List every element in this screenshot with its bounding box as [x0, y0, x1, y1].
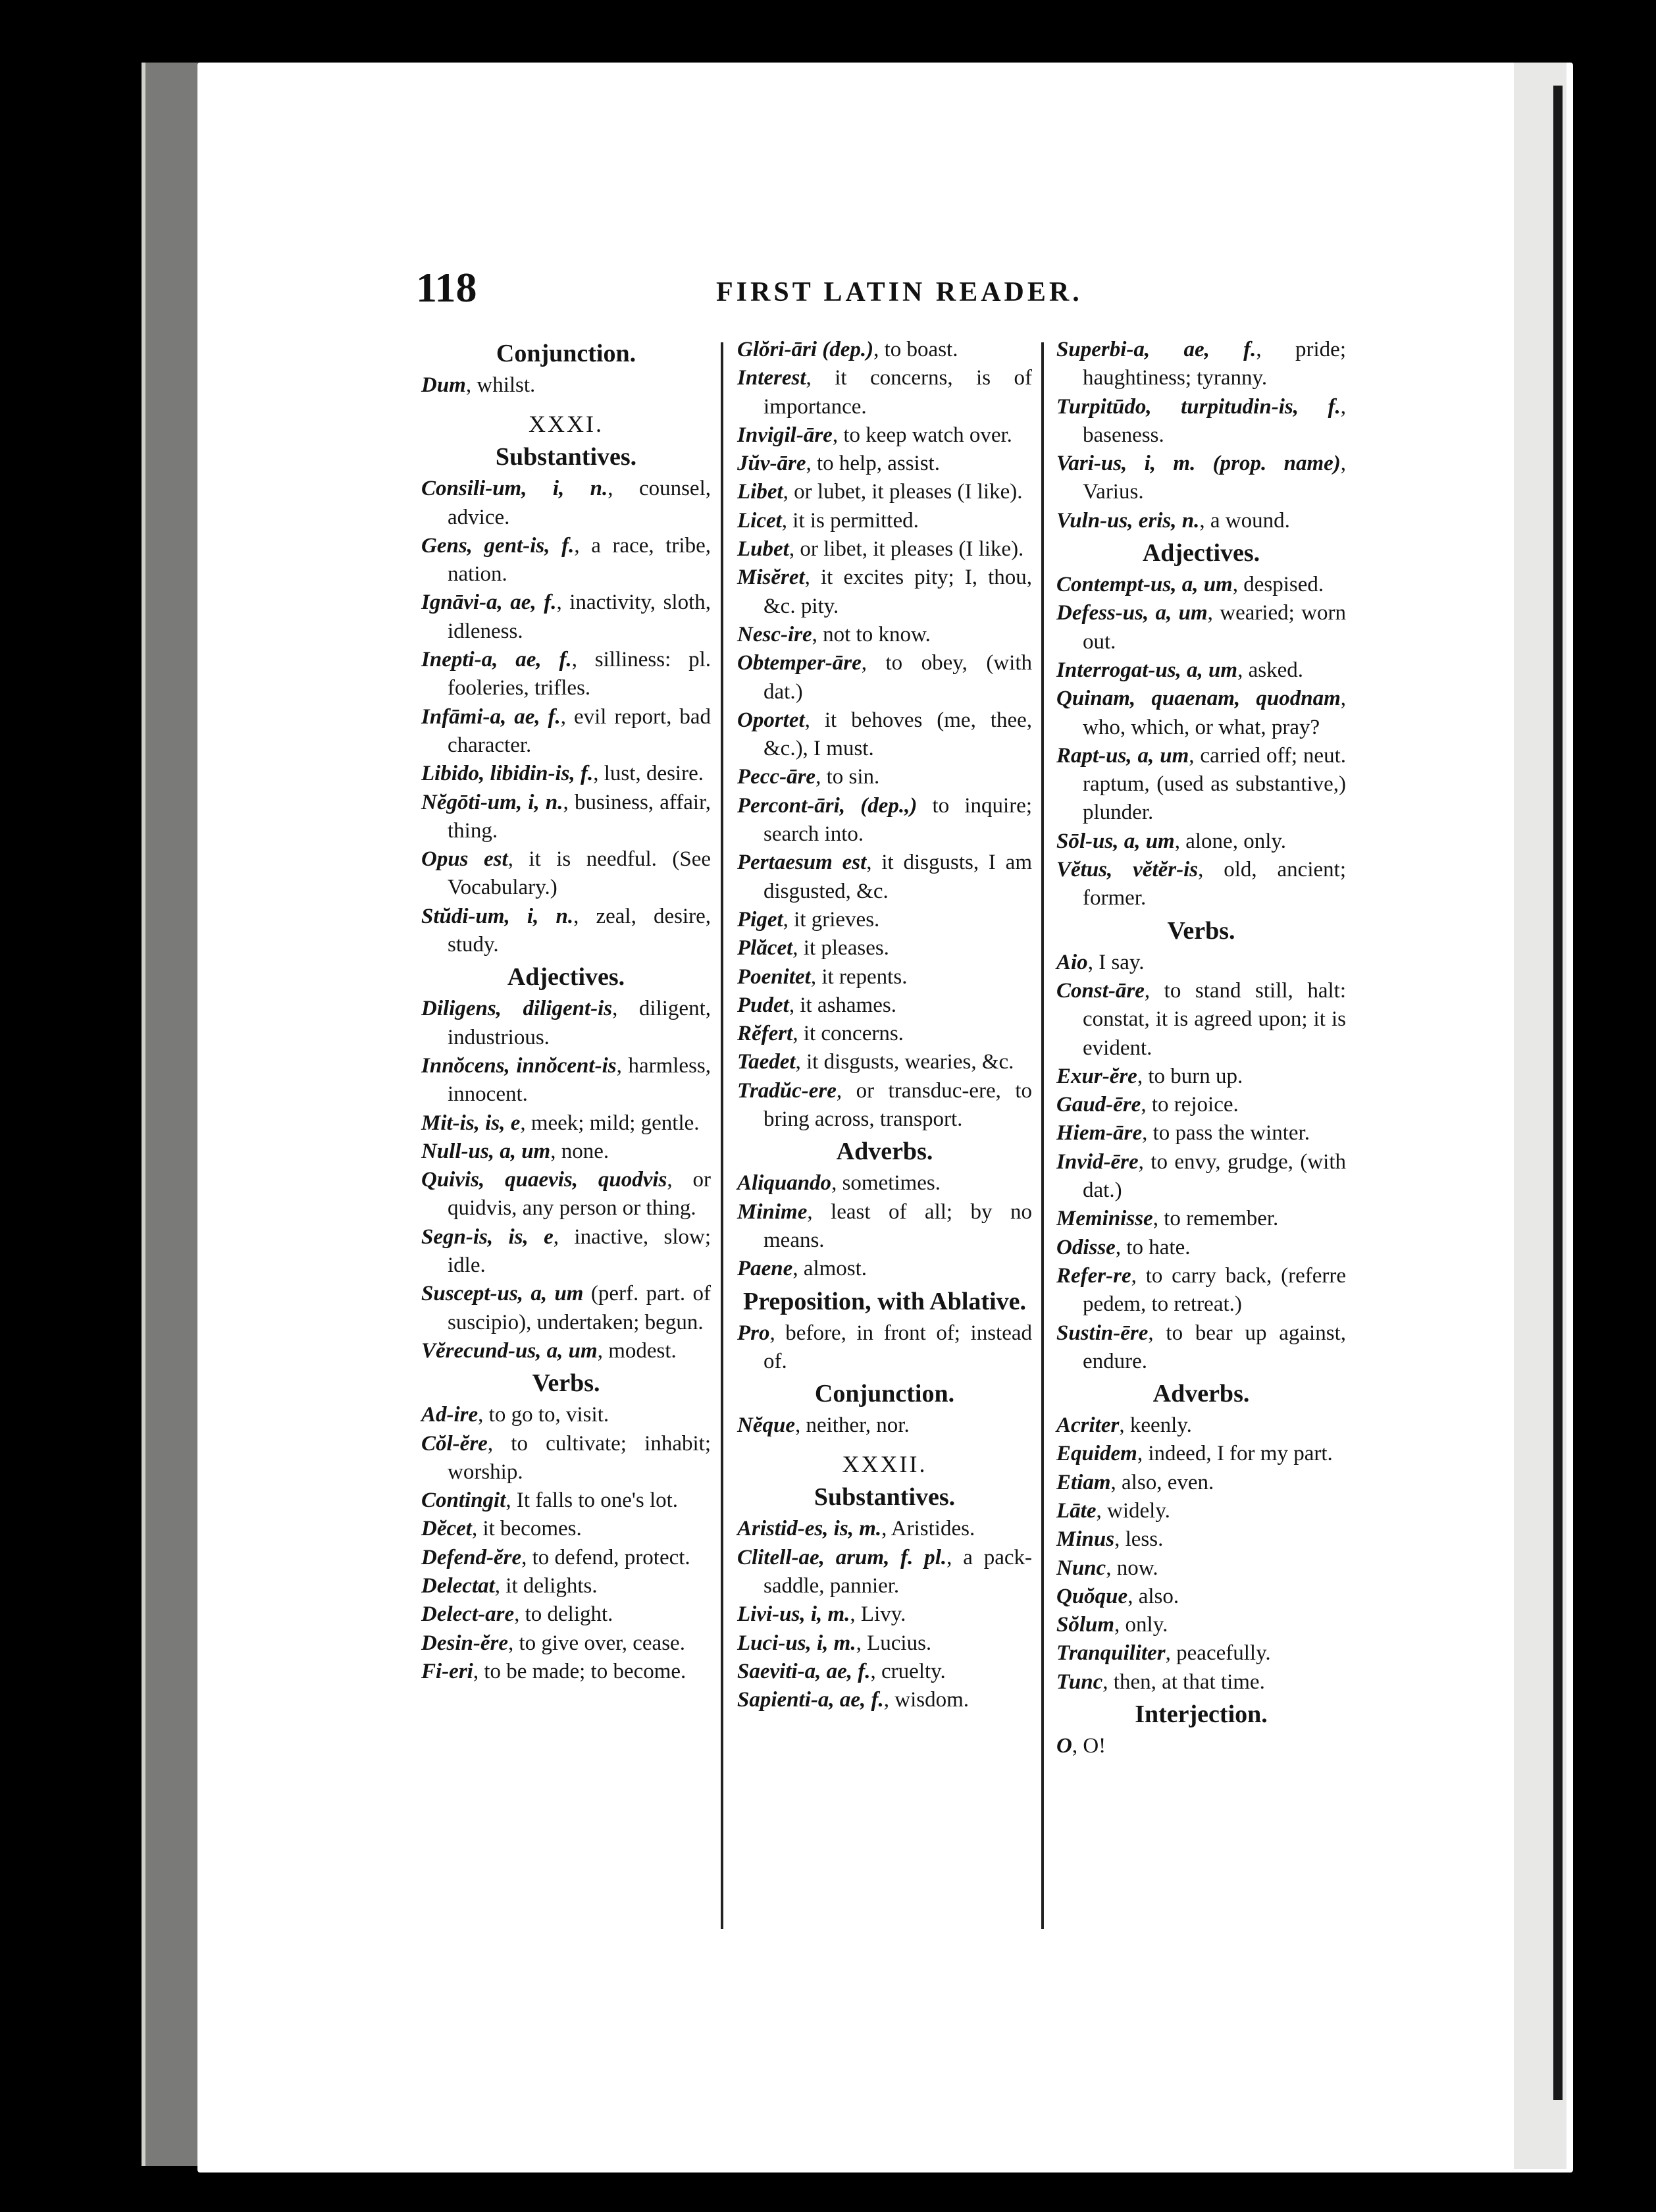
- vocab-lemma: Etiam: [1056, 1470, 1111, 1494]
- vocab-entry: [737, 1544, 1032, 1601]
- vocab-lemma: Tradŭc-ere: [737, 1078, 837, 1103]
- vocab-lemma: Contempt-us, a, um: [1056, 573, 1233, 597]
- vocab-gloss: , zeal, desire, study.: [448, 904, 712, 957]
- vocab-gloss: , it behoves (me, thee, &c.), I must.: [763, 708, 1032, 761]
- vocab-entry: [421, 995, 711, 1052]
- vocab-lemma: Opus est: [421, 847, 508, 872]
- vocab-gloss: , despised.: [1232, 573, 1324, 597]
- vocab-gloss: , or quidvis, any person or thing.: [448, 1168, 711, 1221]
- vocab-lemma: Rapt-us, a, um: [1056, 743, 1189, 768]
- vocab-lemma: Diligens, diligent-is: [421, 997, 613, 1021]
- section-heading: Substantives.: [495, 443, 637, 471]
- vocab-lemma: Ad-ire: [421, 1403, 479, 1427]
- vocab-entry: [1056, 1469, 1346, 1497]
- vocab-entry: [421, 845, 711, 903]
- vocab-gloss: , counsel, advice.: [448, 477, 711, 529]
- vocab-lemma: Nunc: [1056, 1556, 1106, 1580]
- vocab-gloss: , modest.: [597, 1338, 677, 1363]
- vocab-entry: [737, 706, 1032, 764]
- section-heading: Verbs.: [532, 1369, 600, 1398]
- column-divider-1: [721, 342, 723, 1929]
- vocab-entry: [737, 1629, 1032, 1658]
- vocab-entry: [737, 1658, 1032, 1686]
- vocab-entry: [421, 703, 711, 760]
- vocab-lemma: Glŏri-āri (dep.): [737, 338, 874, 361]
- vocab-lemma: Minus: [1056, 1527, 1115, 1552]
- vocab-gloss: , it delights.: [494, 1573, 598, 1598]
- vocab-lemma: Sapienti-a, ae, f.: [737, 1688, 884, 1712]
- vocab-entry: [737, 849, 1032, 906]
- vocab-entry: [1056, 1639, 1346, 1668]
- vocab-lemma: Aliquando: [737, 1171, 832, 1196]
- vocab-lemma: Lāte: [1056, 1498, 1097, 1523]
- vocab-entry: [737, 621, 1032, 649]
- vocab-gloss: , Livy.: [850, 1602, 906, 1627]
- section-heading: Interjection.: [1135, 1700, 1268, 1729]
- vocab-entry: [1056, 1234, 1346, 1262]
- vocab-gloss: , a pack-saddle, pannier.: [763, 1545, 1032, 1598]
- vocab-entry: [421, 1544, 711, 1572]
- vocab-lemma: Sŏlum: [1056, 1613, 1115, 1637]
- vocab-gloss: , peacefully.: [1165, 1641, 1271, 1666]
- vocab-lemma: Quinam, quaenam, quodnam: [1056, 687, 1341, 711]
- vocab-entry: [1056, 1411, 1346, 1440]
- vocab-gloss: , widely.: [1096, 1498, 1170, 1523]
- vocab-gloss: , only.: [1114, 1613, 1168, 1637]
- vocab-lemma: Obtemper-āre: [737, 651, 862, 675]
- vocab-gloss: , pride; haughtiness; tyranny.: [1083, 338, 1346, 390]
- vocab-gloss: , old, ancient; former.: [1083, 858, 1346, 910]
- vocab-lemma: Const-āre: [1056, 978, 1145, 1003]
- vocab-gloss: , inactive, slow; idle.: [448, 1224, 711, 1278]
- vocab-gloss: , cruelty.: [870, 1659, 946, 1683]
- vocab-gloss: , to carry back, (referre pedem, to retreat.): [1083, 1263, 1346, 1317]
- vocab-entry: [421, 1166, 711, 1223]
- lesson-number: XXXI.: [529, 411, 604, 438]
- vocab-gloss: , it excites pity; I, thou, &c. pity.: [763, 566, 1032, 618]
- vocab-lemma: Exur-ĕre: [1056, 1064, 1137, 1088]
- vocab-gloss: , I say.: [1087, 950, 1145, 974]
- vocab-entry: [737, 1048, 1032, 1076]
- vocab-entry: [1056, 1525, 1346, 1554]
- vocab-gloss: , a wound.: [1199, 508, 1290, 533]
- vocab-lemma: Invid-ēre: [1056, 1149, 1139, 1174]
- vocab-entry: [421, 646, 711, 703]
- vocab-entry: [1056, 949, 1346, 977]
- vocab-lemma: Delect-are: [421, 1602, 515, 1627]
- vocab-gloss: , to hate.: [1115, 1235, 1191, 1259]
- vocab-gloss: , to cultivate; inhabit; worship.: [448, 1431, 711, 1484]
- vocab-entry: [1056, 507, 1346, 535]
- vocab-lemma: Contingit: [421, 1488, 506, 1513]
- vocab-entry: [737, 763, 1032, 791]
- vocab-gloss: , to bear up against, endure.: [1083, 1321, 1346, 1373]
- vocab-gloss: , business, affair, thing.: [448, 790, 711, 843]
- vocab-gloss: , carried off; neut. raptum, (used as substantive,) plunder.: [1083, 743, 1346, 825]
- vocab-gloss: , it is permitted.: [781, 508, 919, 533]
- vocab-entry: [737, 1411, 1032, 1440]
- vocab-lemma: Clitell-ae, arum, f. pl.: [737, 1545, 947, 1569]
- vocab-gloss: , evil report, bad character.: [448, 704, 711, 757]
- vocab-gloss: , baseness.: [1083, 394, 1346, 447]
- vocab-gloss: , inactivity, sloth, idleness.: [448, 591, 711, 643]
- vocab-entry: [737, 478, 1032, 506]
- vocab-gloss: , O!: [1072, 1734, 1106, 1758]
- vocab-lemma: Desin-ĕre: [421, 1631, 508, 1655]
- vocab-gloss: , wearied; worn out.: [1083, 601, 1346, 654]
- vocab-lemma: Piget: [737, 907, 783, 932]
- vocab-lemma: Turpitūdo, turpitudin-is, f.: [1056, 394, 1341, 419]
- vocab-entry: [737, 535, 1032, 564]
- vocab-lemma: Poenitet: [737, 964, 811, 989]
- vocab-entry: [421, 1515, 711, 1543]
- vocab-entry: [1056, 685, 1346, 742]
- section-heading: Adjectives.: [507, 963, 625, 991]
- vocab-entry: [421, 1052, 711, 1109]
- vocab-lemma: Vĕrecund-us, a, um: [421, 1338, 598, 1363]
- vocab-gloss: , least of all; by no means.: [763, 1199, 1032, 1252]
- vocab-lemma: Libido, libidin-is, f.: [421, 762, 594, 786]
- vocab-lemma: Defess-us, a, um: [1056, 601, 1208, 625]
- vocab-entry: [737, 507, 1032, 535]
- vocab-entry: [1056, 1091, 1346, 1119]
- vocab-lemma: Lubet: [737, 537, 789, 562]
- vocab-lemma: Vari-us, i, m. (prop. name): [1056, 452, 1341, 476]
- vocab-lemma: Interrogat-us, a, um: [1056, 658, 1238, 682]
- vocab-lemma: Mit-is, is, e: [421, 1111, 521, 1135]
- vocab-lemma: Pudet: [737, 993, 789, 1017]
- vocab-entry: [421, 1430, 711, 1487]
- vocab-entry: [737, 991, 1032, 1020]
- vocab-lemma: Rĕfert: [737, 1022, 793, 1046]
- vocab-gloss: , to pass the winter.: [1142, 1121, 1310, 1146]
- vocab-lemma: Aio: [1056, 950, 1088, 974]
- vocab-gloss: , or libet, it pleases (I like).: [789, 537, 1024, 562]
- vocab-gloss: , it concerns, is of importance.: [763, 366, 1032, 419]
- vocab-gloss: , to delight.: [514, 1602, 613, 1627]
- vocab-entry: [1056, 1205, 1346, 1233]
- vocab-lemma: Pertaesum est: [737, 851, 867, 875]
- vocab-gloss: , none.: [550, 1139, 609, 1163]
- vocab-lemma: Consili-um, i, n.: [421, 477, 608, 501]
- vocab-entry: [737, 1686, 1032, 1714]
- vocab-lemma: Quivis, quaevis, quodvis: [421, 1168, 667, 1192]
- vocab-gloss: , meek; mild; gentle.: [520, 1111, 700, 1135]
- vocab-lemma: Saeviti-a, ae, f.: [737, 1659, 871, 1683]
- vocab-lemma: Oportet: [737, 708, 805, 732]
- vocab-entry: [421, 1401, 711, 1429]
- vocab-lemma: Pecc-āre: [737, 765, 816, 789]
- vocab-gloss: , to go to, visit.: [478, 1403, 609, 1427]
- column-2: [737, 336, 1032, 1714]
- vocab-lemma: Superbi-a, ae, f.: [1056, 338, 1256, 361]
- vocab-entry: [421, 1223, 711, 1280]
- vocab-lemma: Inepti-a, ae, f.: [421, 648, 572, 672]
- vocab-gloss: , indeed, I for my part.: [1137, 1442, 1333, 1466]
- vocab-gloss: , It falls to one's lot.: [505, 1488, 679, 1513]
- vocab-gloss: , lust, desire.: [593, 762, 704, 786]
- vocab-lemma: Equidem: [1056, 1442, 1137, 1466]
- vocab-gloss: , it is needful. (See Vocabulary.): [448, 847, 712, 900]
- vocab-entry: [737, 1600, 1032, 1629]
- vocab-entry: [421, 1280, 711, 1337]
- vocab-entry: [1056, 1668, 1346, 1697]
- vocab-lemma: Invigil-āre: [737, 423, 833, 447]
- vocab-gloss: , to rejoice.: [1141, 1093, 1239, 1117]
- vocab-gloss: , wisdom.: [883, 1688, 969, 1712]
- vocab-entry: [1056, 656, 1346, 685]
- vocab-lemma: Pro: [737, 1321, 770, 1345]
- vocab-entry: [421, 1487, 711, 1515]
- vocab-entry: [1056, 336, 1346, 393]
- vocab-lemma: Null-us, a, um: [421, 1139, 551, 1163]
- vocab-entry: [737, 364, 1032, 421]
- vocab-gloss: , who, which, or what, pray?: [1083, 687, 1346, 739]
- vocab-entry: [737, 1515, 1032, 1543]
- vocab-gloss: , it becomes.: [471, 1517, 582, 1541]
- vocab-entry: [421, 532, 711, 589]
- section-heading: Preposition, with Ablative.: [743, 1287, 1026, 1315]
- section-heading: Conjunction.: [814, 1380, 955, 1408]
- vocab-entry: [1056, 1119, 1346, 1147]
- vocab-gloss: , it pleases.: [792, 936, 889, 961]
- section-heading: Conjunction.: [496, 340, 636, 367]
- vocab-entry: [421, 1109, 711, 1138]
- vocab-lemma: Jŭv-āre: [737, 452, 806, 476]
- vocab-lemma: Sustin-ēre: [1056, 1321, 1149, 1345]
- vocab-entry: [737, 421, 1032, 450]
- vocab-gloss: , to give over, cease.: [507, 1631, 685, 1655]
- vocab-lemma: Paene: [737, 1257, 793, 1281]
- vocab-gloss: , less.: [1114, 1527, 1164, 1552]
- vocab-entry: [1056, 1497, 1346, 1525]
- vocab-entry: [1056, 828, 1346, 856]
- vocab-gloss: , Lucius.: [856, 1631, 932, 1655]
- vocab-lemma: Misĕret: [737, 566, 805, 590]
- column-1: [421, 336, 711, 1686]
- vocab-gloss: , silliness: pl. fooleries, trifles.: [448, 648, 711, 700]
- vocab-entry: [1056, 1063, 1346, 1091]
- vocab-lemma: Minime: [737, 1199, 808, 1224]
- vocab-gloss: , not to know.: [812, 622, 931, 646]
- vocab-lemma: Infāmi-a, ae, f.: [421, 704, 561, 729]
- vocab-gloss: , keenly.: [1119, 1413, 1192, 1438]
- vocab-entry: [1056, 1583, 1346, 1611]
- vocab-gloss: , sometimes.: [831, 1171, 941, 1196]
- vocab-gloss: , also.: [1127, 1584, 1179, 1608]
- vocab-entry: [1056, 571, 1346, 599]
- vocab-lemma: Fi-eri: [421, 1659, 473, 1683]
- vocab-entry: [421, 371, 711, 400]
- vocab-entry: [1056, 1319, 1346, 1377]
- vocab-entry: [737, 1255, 1032, 1283]
- vocab-lemma: Acriter: [1056, 1413, 1120, 1438]
- vocab-entry: [1056, 1262, 1346, 1319]
- vocab-lemma: Gaud-ēre: [1056, 1093, 1141, 1117]
- vocab-lemma: Licet: [737, 508, 782, 533]
- vocab-gloss: , Aristides.: [881, 1517, 975, 1541]
- vocab-entry: [1056, 599, 1346, 656]
- vocab-entry: [1056, 856, 1346, 913]
- vocab-lemma: Taedet: [737, 1050, 796, 1074]
- vocab-entry: [421, 1337, 711, 1365]
- section-heading: Adverbs.: [836, 1138, 933, 1166]
- vocab-lemma: O: [1056, 1734, 1072, 1758]
- vocab-gloss: , or transduc-ere, to bring across, transport.: [763, 1078, 1032, 1132]
- vocab-entry: [421, 789, 711, 846]
- vocab-entry: [1056, 1611, 1346, 1639]
- vocab-gloss: , now.: [1106, 1556, 1158, 1580]
- vocab-entry: [1056, 1732, 1346, 1760]
- vocab-entry: [1056, 1440, 1346, 1468]
- vocab-lemma: Vuln-us, eris, n.: [1056, 508, 1200, 533]
- vocab-lemma: Tranquiliter: [1056, 1641, 1166, 1666]
- vocab-gloss: , to stand still, halt: constat, it is agreed upon; it is evident.: [1083, 978, 1346, 1060]
- vocab-lemma: Segn-is, is, e: [421, 1224, 554, 1249]
- vocab-entry: [1056, 450, 1346, 507]
- vocab-lemma: Quŏque: [1056, 1584, 1128, 1608]
- vocab-entry: [421, 760, 711, 788]
- vocab-gloss: , to be made; to become.: [473, 1659, 686, 1683]
- vocab-entry: [737, 963, 1032, 991]
- vocab-lemma: Plăcet: [737, 936, 793, 961]
- vocab-gloss: , it ashames.: [789, 993, 896, 1017]
- vocab-entry: [737, 906, 1032, 934]
- vocab-lemma: Sōl-us, a, um: [1056, 829, 1175, 853]
- vocab-lemma: Ignāvi-a, ae, f.: [421, 591, 557, 615]
- column-3: [1056, 336, 1346, 1760]
- vocab-gloss: , it disgusts, I am disgusted, &c.: [763, 851, 1033, 903]
- vocab-entry: [421, 1138, 711, 1166]
- vocab-lemma: Defend-ĕre: [421, 1545, 522, 1569]
- vocab-entry: [421, 1572, 711, 1600]
- vocab-lemma: Delectat: [421, 1573, 495, 1598]
- vocab-gloss: , to obey, (with dat.): [763, 651, 1032, 704]
- vocab-lemma: Suscept-us, a, um: [421, 1282, 584, 1306]
- vocab-lemma: Hiem-āre: [1056, 1121, 1143, 1146]
- vocab-gloss: , or lubet, it pleases (I like).: [783, 480, 1023, 504]
- vocab-entry: [737, 1077, 1032, 1134]
- vocab-gloss: , also, even.: [1110, 1470, 1214, 1494]
- vocab-entry: [1056, 393, 1346, 450]
- vocab-lemma: Nesc-ire: [737, 622, 812, 646]
- vocab-gloss: , it grieves.: [783, 907, 880, 932]
- vocab-lemma: Dĕcet: [421, 1517, 472, 1541]
- vocab-entry: [421, 1658, 711, 1686]
- section-heading: Substantives.: [814, 1483, 956, 1512]
- vocab-lemma: Gens, gent-is, f.: [421, 533, 575, 558]
- vocab-entry: [737, 564, 1032, 621]
- vocab-gloss: , to boast.: [873, 338, 958, 361]
- vocab-gloss: , Varius.: [1083, 452, 1346, 504]
- page-number: 118: [416, 264, 477, 311]
- vocab-gloss: (perf. part. of suscipio), undertaken; begun.: [448, 1282, 711, 1334]
- vocab-lemma: Aristid-es, is, m.: [737, 1517, 882, 1541]
- vocab-lemma: Refer-re: [1056, 1263, 1131, 1288]
- vocab-entry: [737, 336, 1032, 364]
- vocab-gloss: , to remember.: [1152, 1207, 1279, 1231]
- vocab-lemma: Tunc: [1056, 1670, 1103, 1694]
- vocab-gloss: to inquire; search into.: [763, 793, 1032, 847]
- vocab-gloss: , neither, nor.: [794, 1413, 910, 1438]
- vocab-gloss: , alone, only.: [1174, 829, 1286, 853]
- running-head: FIRST LATIN READER.: [716, 277, 1083, 307]
- gutter-shadow: [1553, 86, 1563, 2100]
- vocab-gloss: , almost.: [792, 1257, 867, 1281]
- vocab-lemma: Livi-us, i, m.: [737, 1602, 850, 1627]
- vocab-gloss: , to sin.: [815, 765, 880, 789]
- vocab-lemma: Stŭdi-um, i, n.: [421, 904, 574, 928]
- vocab-entry: [421, 475, 711, 532]
- vocab-entry: [737, 934, 1032, 962]
- vocab-gloss: , harmless, innocent.: [448, 1053, 711, 1107]
- vocab-entry: [1056, 742, 1346, 828]
- vocab-lemma: Dum: [421, 373, 466, 397]
- vocab-entry: [737, 1198, 1032, 1255]
- lesson-number: XXXII.: [842, 1451, 927, 1478]
- vocab-entry: [737, 1020, 1032, 1048]
- vocab-entry: [737, 450, 1032, 478]
- vocab-gloss: , it repents.: [810, 964, 908, 989]
- vocab-entry: [737, 1169, 1032, 1198]
- vocab-lemma: Cŏl-ĕre: [421, 1431, 488, 1456]
- vocab-entry: [737, 1319, 1032, 1377]
- vocab-lemma: Meminisse: [1056, 1207, 1153, 1231]
- vocab-entry: [1056, 1554, 1346, 1583]
- vocab-entry: [1056, 1148, 1346, 1205]
- column-divider-2: [1041, 342, 1044, 1929]
- vocab-lemma: Percont-āri, (dep.,): [737, 793, 918, 818]
- vocab-gloss: , whilst.: [465, 373, 536, 397]
- vocab-entry: [737, 792, 1032, 849]
- section-heading: Adjectives.: [1142, 539, 1260, 567]
- vocab-entry: [421, 1600, 711, 1629]
- vocab-gloss: , diligent, industrious.: [448, 997, 711, 1049]
- vocab-gloss: , to burn up.: [1137, 1064, 1243, 1088]
- vocab-gloss: , to help, assist.: [806, 452, 940, 476]
- vocab-gloss: , to defend, protect.: [521, 1545, 690, 1569]
- vocab-gloss: , it disgusts, wearies, &c.: [795, 1050, 1014, 1074]
- section-heading: Verbs.: [1167, 916, 1235, 945]
- vocab-entry: [1056, 977, 1346, 1063]
- vocab-gloss: , to envy, grudge, (with dat.): [1083, 1149, 1346, 1203]
- vocab-lemma: Nĕgōti-um, i, n.: [421, 790, 563, 814]
- vocab-lemma: Libet: [737, 480, 783, 504]
- vocab-gloss: , a race, tribe, nation.: [448, 533, 711, 587]
- vocab-lemma: Vĕtus, vĕtĕr-is: [1056, 858, 1199, 882]
- vocab-lemma: Nĕque: [737, 1413, 795, 1438]
- vocab-entry: [421, 903, 711, 960]
- vocab-entry: [421, 1629, 711, 1658]
- vocab-lemma: Odisse: [1056, 1235, 1116, 1259]
- vocab-gloss: , it concerns.: [792, 1022, 904, 1046]
- vocab-lemma: Innŏcens, innŏcent-is: [421, 1053, 617, 1078]
- vocab-entry: [421, 589, 711, 646]
- section-heading: Adverbs.: [1152, 1380, 1250, 1408]
- vocab-lemma: Luci-us, i, m.: [737, 1631, 856, 1655]
- vocab-gloss: , to keep watch over.: [832, 423, 1012, 447]
- vocab-gloss: , before, in front of; instead of.: [763, 1321, 1032, 1373]
- vocab-entry: [737, 649, 1032, 706]
- vocab-lemma: Interest: [737, 366, 806, 390]
- vocab-gloss: , then, at that time.: [1102, 1670, 1265, 1694]
- vocab-gloss: , asked.: [1237, 658, 1303, 682]
- book-spine: [142, 63, 205, 2166]
